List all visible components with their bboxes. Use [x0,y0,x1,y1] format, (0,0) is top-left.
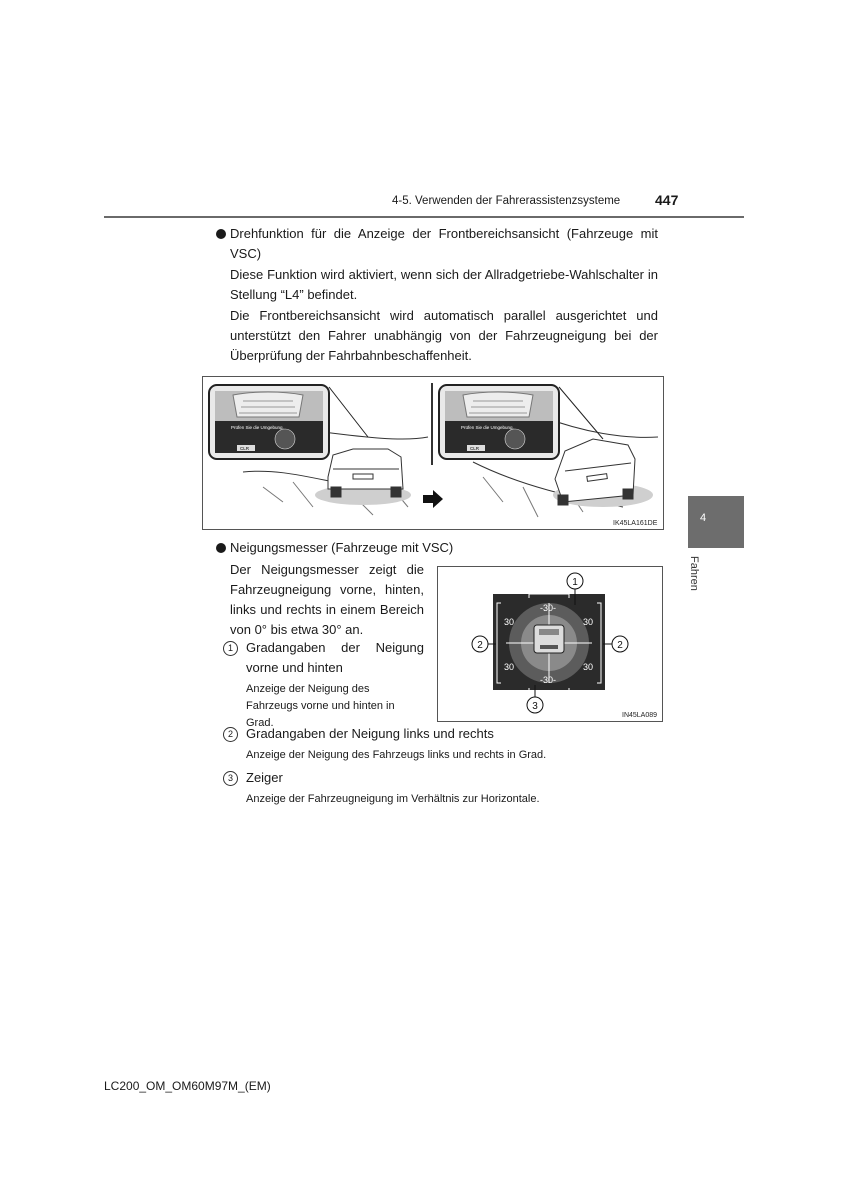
svg-text:1: 1 [572,577,578,588]
svg-text:30: 30 [504,662,515,672]
item-number: 1 [223,641,238,656]
footer-code: LC200_OM_OM60M97M_(EM) [104,1079,271,1093]
svg-text:-30-: -30- [540,603,557,613]
svg-text:30: 30 [504,617,515,627]
chapter-tab [688,496,744,548]
screen-inset-before [209,385,368,459]
svg-text:IK45LA161DE: IK45LA161DE [613,520,658,527]
svg-text:2: 2 [617,640,623,651]
svg-text:30: 30 [583,662,594,672]
page-number: 447 [655,192,679,208]
svg-text:Prüfen Sie die Umgebung.: Prüfen Sie die Umgebung. [231,425,284,430]
figure-inclinometer [437,566,663,722]
svg-text:2: 2 [477,640,483,651]
svg-text:Prüfen Sie die Umgebung.: Prüfen Sie die Umgebung. [461,425,514,430]
front-view-illustration [203,377,663,529]
arrow-right-icon [423,490,443,508]
item-number: 2 [223,727,238,742]
item-title: Gradangaben der Neigung vorne und hinten [246,640,424,675]
item-title: Gradangaben der Neigung links und rechts [246,726,494,741]
item-description: Anzeige der Neigung des Fahrzeugs links und rechts in Grad. [246,749,547,761]
bullet-icon [216,229,226,239]
svg-text:IN45LA089: IN45LA089 [622,712,658,719]
item-description: Anzeige der Neigung des Fahrzeugs vorne und hinten in Grad. [246,683,395,729]
bullet-icon [216,543,226,553]
svg-text:30: 30 [583,617,594,627]
svg-text:CLR: CLR [470,446,480,451]
bullet1-para1: Diese Funktion wird aktiviert, wenn sich der Allradgetriebe-Wahlschalter in Stellung “L4” befindet. [230,267,658,302]
svg-text:-30-: -30- [540,675,557,685]
item-title: Zeiger [246,770,283,785]
item-number: 3 [223,771,238,786]
bullet1-title: Drehfunktion für die Anzeige der Frontbereichsansicht (Fahrzeuge mit VSC) [230,226,658,261]
bullet2-para: Der Neigungsmesser zeigt die Fahrzeugneigung vorne, hinten, links und rechts in einem Bereich von 0° bis etwa 30° an. [230,562,424,637]
bullet2-title: Neigungsmesser (Fahrzeuge mit VSC) [230,540,454,555]
bullet1-para2: Die Frontbereichsansicht wird automatisch parallel ausgerichtet und unterstützt den Fahrer unabhängig von der Fahrzeugneigung bei der Überprüfung der Fahrbahnbeschaffenheit. [230,308,658,363]
chapter-number: 4 [700,512,707,524]
header-divider [104,216,744,218]
chapter-label: Fahren [688,556,700,591]
svg-text:CLR: CLR [240,446,250,451]
inclinometer-illustration [438,567,662,721]
item-description: Anzeige der Fahrzeugneigung im Verhältnis zur Horizontale. [246,793,540,805]
svg-text:3: 3 [532,701,538,712]
section-title: 4-5. Verwenden der Fahrerassistenzsysteme [392,195,621,207]
figure-front-view [202,376,664,530]
